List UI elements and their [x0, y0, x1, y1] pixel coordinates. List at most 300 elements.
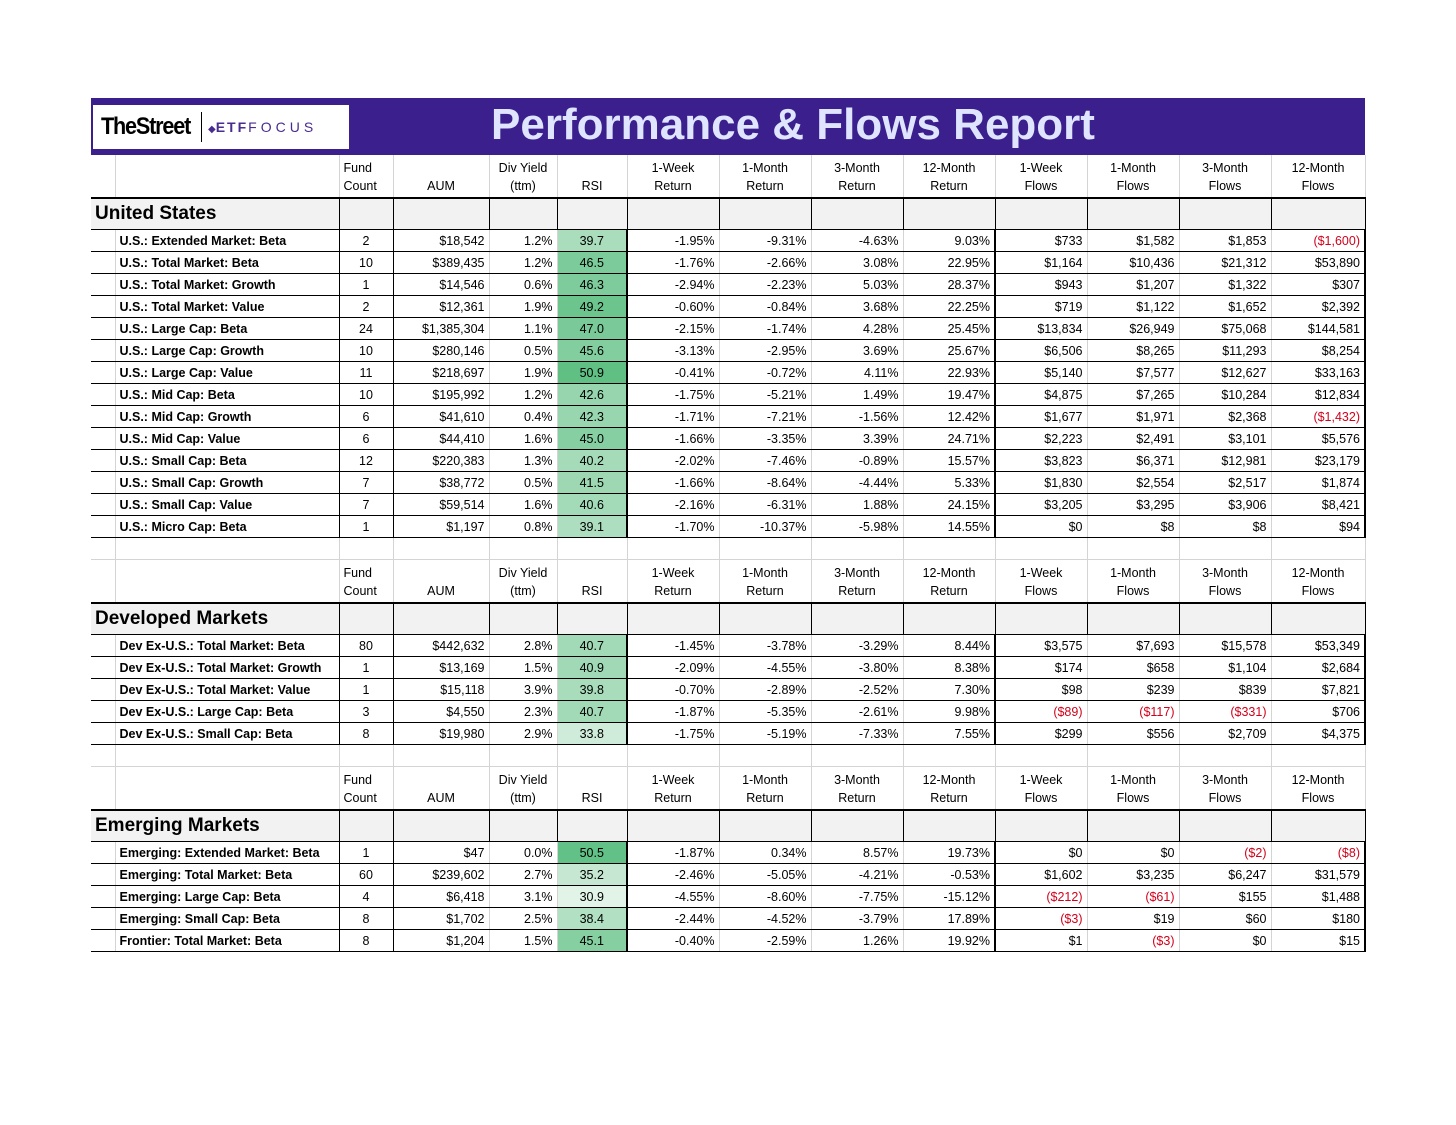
row-indent: [91, 701, 115, 723]
spacer-cell: [91, 538, 115, 560]
cell-aum: $14,546: [393, 274, 489, 296]
cell-f1m: $10,436: [1087, 252, 1179, 274]
fund-category-name: U.S.: Large Cap: Growth: [115, 340, 339, 362]
fund-category-name: Emerging: Small Cap: Beta: [115, 908, 339, 930]
section-empty-cell: [627, 603, 719, 635]
column-header: [489, 767, 557, 811]
fund-category-name: U.S.: Total Market: Growth: [115, 274, 339, 296]
fund-category-name: Emerging: Extended Market: Beta: [115, 842, 339, 864]
cell-r1m: -0.72%: [719, 362, 811, 384]
cell-f12m: $2,392: [1271, 296, 1365, 318]
cell-r3m: -4.44%: [811, 472, 903, 494]
cell-r1m: -5.21%: [719, 384, 811, 406]
cell-rsi: 45.0: [557, 428, 627, 450]
section-header: [91, 810, 1365, 842]
spacer-cell: [627, 538, 719, 560]
column-header-line1: [398, 771, 485, 789]
cell-r12m: 19.92%: [903, 930, 995, 952]
column-header: [627, 560, 719, 604]
section-empty-cell: [1271, 810, 1365, 842]
cell-f1w: ($212): [995, 886, 1087, 908]
section-empty-cell: [1179, 198, 1271, 230]
cell-rsi: 40.2: [557, 450, 627, 472]
cell-r1m: -7.21%: [719, 406, 811, 428]
cell-r1m: -6.31%: [719, 494, 811, 516]
cell-f1w: $943: [995, 274, 1087, 296]
cell-yield: 2.3%: [489, 701, 557, 723]
row-indent: [91, 494, 115, 516]
cell-count: 6: [339, 406, 393, 428]
column-header-line1: 1-Week: [651, 566, 695, 580]
cell-f12m: $12,834: [1271, 384, 1365, 406]
row-indent: [91, 516, 115, 538]
page-title: Performance & Flows Report: [491, 100, 1095, 149]
column-header: [995, 767, 1087, 811]
row-indent: [91, 723, 115, 745]
column-header: [811, 560, 903, 604]
section-empty-cell: [393, 198, 489, 230]
cell-r12m: -15.12%: [903, 886, 995, 908]
cell-rsi: 40.7: [557, 635, 627, 657]
section-header: [91, 198, 1365, 230]
cell-count: 1: [339, 842, 393, 864]
spacer-cell: [557, 538, 627, 560]
section-empty-cell: [811, 603, 903, 635]
column-header: [1271, 155, 1365, 198]
section-empty-cell: [995, 603, 1087, 635]
cell-f12m: $94: [1271, 516, 1365, 538]
section-empty-cell: [995, 810, 1087, 842]
column-header: [1271, 767, 1365, 811]
cell-aum: $442,632: [393, 635, 489, 657]
cell-r1w: -4.55%: [627, 886, 719, 908]
row-indent: [91, 864, 115, 886]
column-header-line2: Flows: [1301, 584, 1335, 598]
cell-yield: 1.6%: [489, 494, 557, 516]
cell-f12m: $2,684: [1271, 657, 1365, 679]
column-header-line1: Fund: [343, 566, 372, 580]
cell-aum: $13,169: [393, 657, 489, 679]
cell-f3m: $10,284: [1179, 384, 1271, 406]
section-title: Developed Markets: [91, 603, 339, 635]
cell-r3m: -4.21%: [811, 864, 903, 886]
column-header-line1: Div Yield: [498, 566, 548, 580]
cell-aum: $59,514: [393, 494, 489, 516]
cell-r3m: -1.56%: [811, 406, 903, 428]
cell-yield: 2.5%: [489, 908, 557, 930]
cell-f3m: $11,293: [1179, 340, 1271, 362]
cell-r3m: -2.52%: [811, 679, 903, 701]
cell-aum: $239,602: [393, 864, 489, 886]
column-header-line1: 1-Month: [742, 773, 788, 787]
cell-f12m: $144,581: [1271, 318, 1365, 340]
column-header-line1: [398, 564, 485, 582]
column-header-line1: 3-Month: [834, 773, 880, 787]
cell-r12m: 24.15%: [903, 494, 995, 516]
header-spacer: [91, 560, 115, 604]
spacer-row: [91, 745, 1365, 767]
column-header: [811, 155, 903, 198]
row-indent: [91, 679, 115, 701]
column-header-line2: Return: [654, 584, 692, 598]
cell-r1w: -1.45%: [627, 635, 719, 657]
column-header: [1179, 155, 1271, 198]
cell-f1m: $1,207: [1087, 274, 1179, 296]
cell-f3m: $75,068: [1179, 318, 1271, 340]
cell-count: 7: [339, 472, 393, 494]
cell-yield: 1.5%: [489, 657, 557, 679]
header-name-cell: [115, 560, 339, 604]
cell-r12m: 25.67%: [903, 340, 995, 362]
cell-r1w: -1.75%: [627, 384, 719, 406]
table-row: [91, 908, 1365, 930]
section-empty-cell: [489, 810, 557, 842]
cell-aum: $4,550: [393, 701, 489, 723]
fund-category-name: U.S.: Total Market: Value: [115, 296, 339, 318]
cell-aum: $41,610: [393, 406, 489, 428]
cell-f1m: $1,582: [1087, 230, 1179, 252]
column-header-line1: Fund: [343, 773, 372, 787]
column-header-line2: Return: [930, 584, 968, 598]
column-header-line1: [562, 564, 623, 582]
cell-f1w: $1,677: [995, 406, 1087, 428]
cell-rsi: 46.3: [557, 274, 627, 296]
row-indent: [91, 340, 115, 362]
section-empty-cell: [393, 810, 489, 842]
column-header-line1: 12-Month: [922, 566, 976, 580]
cell-count: 8: [339, 930, 393, 952]
column-header: [811, 767, 903, 811]
section-empty-cell: [557, 198, 627, 230]
cell-f1m: $8,265: [1087, 340, 1179, 362]
row-indent: [91, 428, 115, 450]
column-header-line2: Count: [343, 584, 377, 598]
column-header-line1: 1-Week: [651, 161, 695, 175]
column-header-line2: Flows: [1024, 584, 1058, 598]
cell-r12m: -0.53%: [903, 864, 995, 886]
cell-f1w: $174: [995, 657, 1087, 679]
cell-aum: $12,361: [393, 296, 489, 318]
cell-count: 10: [339, 340, 393, 362]
table-row: [91, 635, 1365, 657]
cell-yield: 1.2%: [489, 230, 557, 252]
cell-r3m: -0.89%: [811, 450, 903, 472]
cell-r1w: -1.87%: [627, 701, 719, 723]
cell-r12m: 5.33%: [903, 472, 995, 494]
spacer-cell: [1087, 745, 1179, 767]
section-empty-cell: [339, 810, 393, 842]
column-header-line1: 3-Month: [1202, 161, 1248, 175]
report-banner: [91, 98, 1365, 155]
cell-rsi: 45.1: [557, 930, 627, 952]
column-header: [903, 767, 995, 811]
cell-f12m: $53,349: [1271, 635, 1365, 657]
cell-f1w: $3,205: [995, 494, 1087, 516]
fund-category-name: Emerging: Total Market: Beta: [115, 864, 339, 886]
column-header-line2: Return: [838, 179, 876, 193]
cell-aum: $280,146: [393, 340, 489, 362]
section-empty-cell: [1179, 810, 1271, 842]
cell-r3m: -7.75%: [811, 886, 903, 908]
cell-rsi: 40.6: [557, 494, 627, 516]
cell-r1w: -0.60%: [627, 296, 719, 318]
spacer-row: [91, 538, 1365, 560]
column-header: [339, 560, 393, 604]
column-header: [1179, 560, 1271, 604]
cell-rsi: 40.9: [557, 657, 627, 679]
cell-r1m: -2.95%: [719, 340, 811, 362]
cell-f1w: $3,575: [995, 635, 1087, 657]
column-header-line1: 1-Month: [742, 566, 788, 580]
table-row: [91, 340, 1365, 362]
column-header-line2: AUM: [427, 179, 455, 193]
cell-f1m: $2,554: [1087, 472, 1179, 494]
cell-f12m: $8,254: [1271, 340, 1365, 362]
column-header-line1: 12-Month: [1291, 161, 1345, 175]
table-row: [91, 679, 1365, 701]
column-header-line2: Count: [343, 179, 377, 193]
cell-r1m: 0.34%: [719, 842, 811, 864]
spacer-cell: [393, 745, 489, 767]
column-header-line1: Div Yield: [498, 773, 548, 787]
column-header-line1: 1-Month: [1110, 773, 1156, 787]
cell-rsi: 42.3: [557, 406, 627, 428]
cell-f1m: ($117): [1087, 701, 1179, 723]
row-indent: [91, 886, 115, 908]
table-row: [91, 406, 1365, 428]
column-header-line1: 1-Month: [1110, 161, 1156, 175]
cell-r3m: -5.98%: [811, 516, 903, 538]
cell-f3m: $60: [1179, 908, 1271, 930]
row-indent: [91, 908, 115, 930]
cell-f3m: $15,578: [1179, 635, 1271, 657]
column-header: [339, 155, 393, 198]
cell-aum: $1,385,304: [393, 318, 489, 340]
spacer-cell: [115, 538, 339, 560]
cell-yield: 2.8%: [489, 635, 557, 657]
column-header-line2: RSI: [581, 179, 603, 193]
column-header-line2: Flows: [1208, 791, 1242, 805]
header-spacer: [91, 767, 115, 811]
column-header-line2: Flows: [1208, 179, 1242, 193]
column-header-line2: Return: [838, 791, 876, 805]
row-indent: [91, 635, 115, 657]
cell-r1m: -7.46%: [719, 450, 811, 472]
cell-r3m: -4.63%: [811, 230, 903, 252]
column-header: [339, 767, 393, 811]
column-header-line1: Div Yield: [498, 161, 548, 175]
cell-r12m: 22.25%: [903, 296, 995, 318]
table-row: [91, 428, 1365, 450]
spacer-cell: [995, 538, 1087, 560]
cell-count: 12: [339, 450, 393, 472]
cell-f3m: $2,368: [1179, 406, 1271, 428]
section-empty-cell: [1087, 198, 1179, 230]
section-empty-cell: [903, 810, 995, 842]
column-header: [557, 767, 627, 811]
cell-yield: 0.8%: [489, 516, 557, 538]
cell-f1m: $0: [1087, 842, 1179, 864]
spacer-cell: [903, 538, 995, 560]
column-header-line2: Flows: [1301, 791, 1335, 805]
cell-f12m: $706: [1271, 701, 1365, 723]
cell-r1w: -0.41%: [627, 362, 719, 384]
cell-f12m: $23,179: [1271, 450, 1365, 472]
cell-aum: $1,197: [393, 516, 489, 538]
cell-f12m: ($1,600): [1271, 230, 1365, 252]
cell-r3m: 3.39%: [811, 428, 903, 450]
cell-r1w: -2.02%: [627, 450, 719, 472]
column-header-line1: 12-Month: [922, 773, 976, 787]
cell-r1w: -0.40%: [627, 930, 719, 952]
table-row: [91, 384, 1365, 406]
table-row: [91, 472, 1365, 494]
cell-f1w: $1: [995, 930, 1087, 952]
header-row: [91, 155, 1365, 198]
cell-f12m: $307: [1271, 274, 1365, 296]
column-header: [393, 767, 489, 811]
cell-r3m: -3.29%: [811, 635, 903, 657]
row-indent: [91, 472, 115, 494]
cell-r3m: -2.61%: [811, 701, 903, 723]
cell-r12m: 8.44%: [903, 635, 995, 657]
table-row: [91, 701, 1365, 723]
column-header-line2: (ttm): [510, 791, 536, 805]
cell-yield: 2.9%: [489, 723, 557, 745]
cell-f1w: $6,506: [995, 340, 1087, 362]
cell-f1m: $7,577: [1087, 362, 1179, 384]
cell-count: 6: [339, 428, 393, 450]
cell-r1m: -8.60%: [719, 886, 811, 908]
cell-f1w: ($89): [995, 701, 1087, 723]
cell-f3m: $1,104: [1179, 657, 1271, 679]
section-empty-cell: [995, 198, 1087, 230]
cell-f1m: $1,971: [1087, 406, 1179, 428]
column-header-line1: 1-Week: [1019, 161, 1063, 175]
row-indent: [91, 230, 115, 252]
fund-category-name: U.S.: Extended Market: Beta: [115, 230, 339, 252]
cell-f1m: $3,295: [1087, 494, 1179, 516]
spacer-cell: [1271, 745, 1365, 767]
cell-r1w: -0.70%: [627, 679, 719, 701]
cell-r3m: 3.68%: [811, 296, 903, 318]
spacer-cell: [115, 745, 339, 767]
cell-f3m: $6,247: [1179, 864, 1271, 886]
cell-f3m: $3,101: [1179, 428, 1271, 450]
section-title: Emerging Markets: [91, 810, 339, 842]
column-header-line2: Return: [930, 179, 968, 193]
column-header-line2: Count: [343, 791, 377, 805]
table-row: [91, 318, 1365, 340]
column-header: [557, 155, 627, 198]
cell-aum: $389,435: [393, 252, 489, 274]
cell-r12m: 9.98%: [903, 701, 995, 723]
cell-f12m: $31,579: [1271, 864, 1365, 886]
table-row: [91, 494, 1365, 516]
section-empty-cell: [719, 810, 811, 842]
cell-rsi: 49.2: [557, 296, 627, 318]
cell-yield: 1.6%: [489, 428, 557, 450]
cell-r3m: -3.79%: [811, 908, 903, 930]
cell-r1m: -2.89%: [719, 679, 811, 701]
cell-f1m: $556: [1087, 723, 1179, 745]
column-header-line2: Flows: [1024, 791, 1058, 805]
spacer-cell: [995, 745, 1087, 767]
diamond-icon: ◆: [208, 124, 216, 135]
cell-r3m: 1.49%: [811, 384, 903, 406]
cell-aum: $44,410: [393, 428, 489, 450]
cell-f1m: $19: [1087, 908, 1179, 930]
cell-f12m: $15: [1271, 930, 1365, 952]
column-header-line2: AUM: [427, 584, 455, 598]
table-row: [91, 296, 1365, 318]
cell-f3m: $1,853: [1179, 230, 1271, 252]
cell-f3m: $21,312: [1179, 252, 1271, 274]
column-header-line2: (ttm): [510, 584, 536, 598]
table-row: [91, 723, 1365, 745]
cell-r1m: -1.74%: [719, 318, 811, 340]
cell-aum: $18,542: [393, 230, 489, 252]
cell-rsi: 46.5: [557, 252, 627, 274]
column-header: [489, 560, 557, 604]
fund-category-name: Emerging: Large Cap: Beta: [115, 886, 339, 908]
column-header: [627, 155, 719, 198]
table-row: [91, 842, 1365, 864]
cell-count: 11: [339, 362, 393, 384]
cell-rsi: 39.8: [557, 679, 627, 701]
cell-f1m: $6,371: [1087, 450, 1179, 472]
cell-aum: $15,118: [393, 679, 489, 701]
spacer-cell: [811, 538, 903, 560]
cell-yield: 0.4%: [489, 406, 557, 428]
column-header-line2: Flows: [1116, 179, 1150, 193]
cell-f1w: $719: [995, 296, 1087, 318]
cell-r1w: -2.46%: [627, 864, 719, 886]
spacer-cell: [393, 538, 489, 560]
cell-rsi: 41.5: [557, 472, 627, 494]
header-name-cell: [115, 155, 339, 198]
spacer-cell: [811, 745, 903, 767]
thestreet-logo: TheStreet: [101, 113, 191, 140]
cell-r1w: -3.13%: [627, 340, 719, 362]
cell-f12m: $7,821: [1271, 679, 1365, 701]
column-header: [627, 767, 719, 811]
cell-yield: 1.1%: [489, 318, 557, 340]
cell-r12m: 24.71%: [903, 428, 995, 450]
table-row: [91, 657, 1365, 679]
section-empty-cell: [719, 198, 811, 230]
cell-aum: $47: [393, 842, 489, 864]
cell-f1w: $4,875: [995, 384, 1087, 406]
cell-r3m: 8.57%: [811, 842, 903, 864]
table-row: [91, 886, 1365, 908]
cell-f1w: $2,223: [995, 428, 1087, 450]
spacer-cell: [1179, 745, 1271, 767]
cell-count: 1: [339, 274, 393, 296]
header-name-cell: [115, 767, 339, 811]
cell-rsi: 47.0: [557, 318, 627, 340]
cell-f1w: $98: [995, 679, 1087, 701]
cell-f1w: ($3): [995, 908, 1087, 930]
section-header: [91, 603, 1365, 635]
table-row: [91, 274, 1365, 296]
column-header-line2: RSI: [581, 791, 603, 805]
cell-rsi: 40.7: [557, 701, 627, 723]
fund-category-name: U.S.: Small Cap: Growth: [115, 472, 339, 494]
spacer-cell: [339, 745, 393, 767]
fund-category-name: U.S.: Small Cap: Value: [115, 494, 339, 516]
cell-f12m: $180: [1271, 908, 1365, 930]
